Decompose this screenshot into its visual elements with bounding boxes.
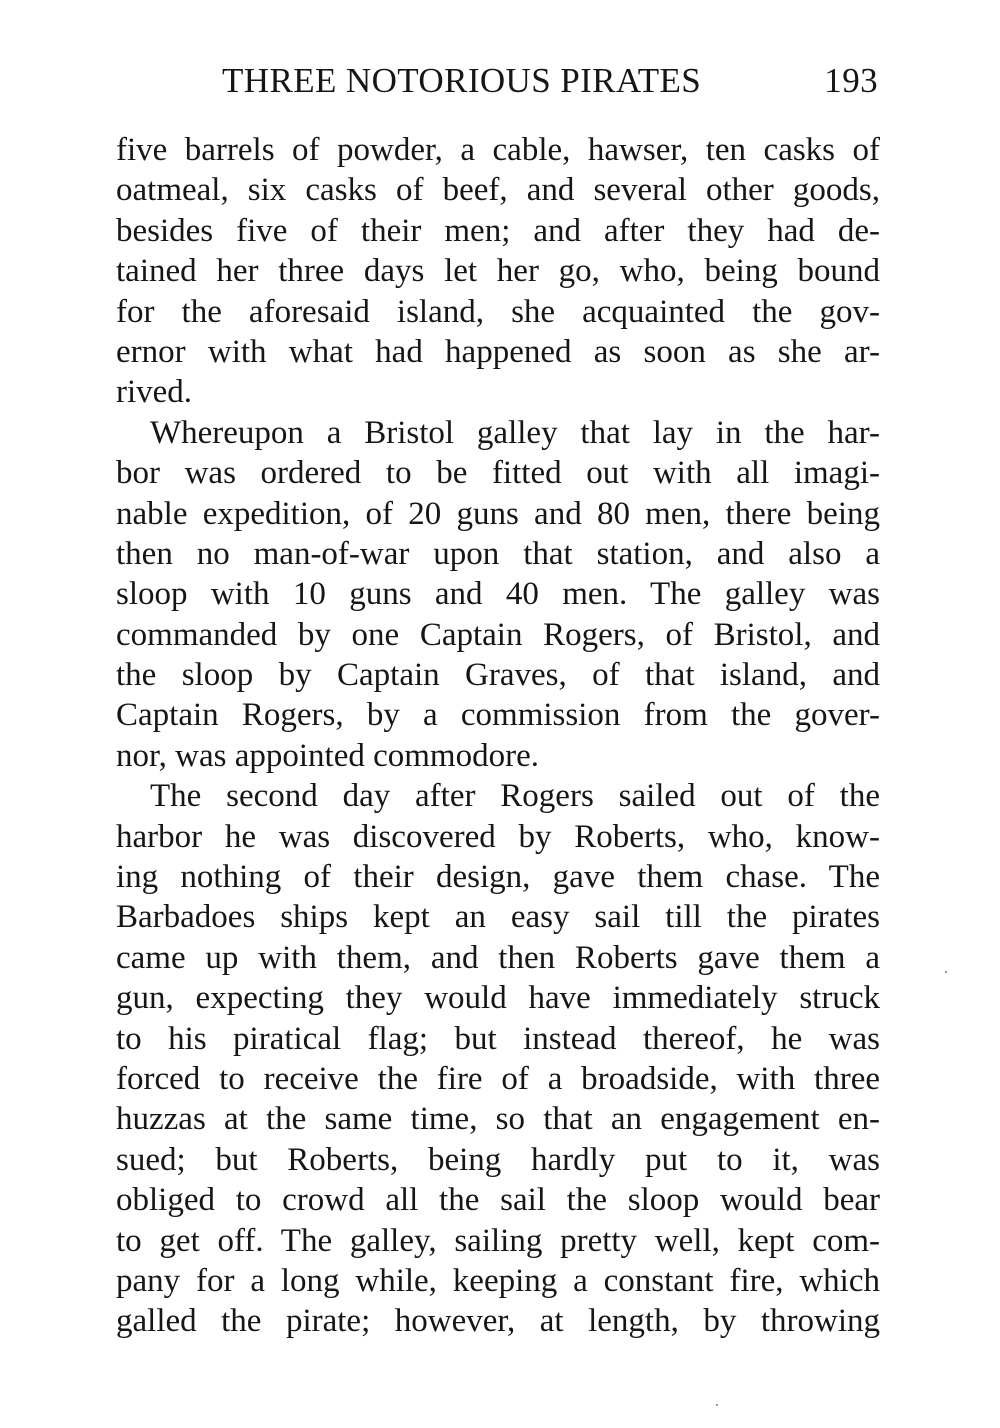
- body-text: [116, 130, 880, 1342]
- text-line: nor, was appointed commodore.: [116, 737, 539, 774]
- text-line: huzzas at the same time, so that an engagement en-: [116, 1101, 880, 1138]
- scan-speck: [945, 971, 947, 973]
- text-line: the sloop by Captain Graves, of that island, and: [116, 657, 880, 694]
- text-line: obliged to crowd all the sail the sloop would bear: [116, 1182, 880, 1219]
- text-line: Whereupon a Bristol galley that lay in the har-: [150, 414, 880, 451]
- text-line: forced to receive the fire of a broadside, with three: [116, 1060, 880, 1097]
- text-line: Barbadoes ships kept an easy sail till the pirates: [116, 899, 880, 936]
- text-line: The second day after Rogers sailed out of the: [150, 778, 880, 815]
- scan-speck: [716, 1404, 718, 1406]
- text-line: to his piratical flag; but instead thereof, he was: [116, 1020, 880, 1057]
- running-head: [222, 56, 878, 106]
- text-line: for the aforesaid island, she acquainted the gov-: [116, 293, 880, 330]
- text-line: besides five of their men; and after they had de-: [116, 212, 880, 249]
- text-line: sued; but Roberts, being hardly put to it, was: [116, 1141, 880, 1178]
- text-line: gun, expecting they would have immediately struck: [116, 980, 880, 1017]
- text-line: came up with them, and then Roberts gave them a: [116, 939, 880, 976]
- running-head-title: THREE NOTORIOUS PIRATES: [222, 61, 702, 100]
- text-line: five barrels of powder, a cable, hawser, ten casks of: [116, 132, 880, 168]
- text-line: tained her three days let her go, who, being bound: [116, 253, 880, 290]
- text-line: nable expedition, of 20 guns and 80 men, there being: [116, 495, 880, 532]
- text-line: ernor with what had happened as soon as she ar-: [116, 333, 880, 370]
- text-line: bor was ordered to be fitted out with all imagi-: [116, 455, 880, 492]
- text-line: then no man-of-war upon that station, and also a: [116, 535, 880, 572]
- text-line: commanded by one Captain Rogers, of Bristol, and: [116, 616, 880, 653]
- text-line: ing nothing of their design, gave them chase. The: [116, 859, 880, 896]
- text-line: oatmeal, six casks of beef, and several other goods,: [116, 172, 880, 209]
- text-line: sloop with 10 guns and 40 men. The galley was: [116, 576, 880, 613]
- text-line: to get off. The galley, sailing pretty well, kept com-: [116, 1222, 880, 1259]
- text-line: Captain Rogers, by a commission from the gover-: [116, 697, 880, 734]
- text-line: rived.: [116, 374, 193, 411]
- text-line: galled the pirate; however, at length, by throwing: [116, 1303, 880, 1340]
- text-line: harbor he was discovered by Roberts, who, know-: [116, 818, 880, 855]
- text-line: pany for a long while, keeping a constant fire, which: [116, 1262, 880, 1299]
- page-number: 193: [824, 61, 878, 100]
